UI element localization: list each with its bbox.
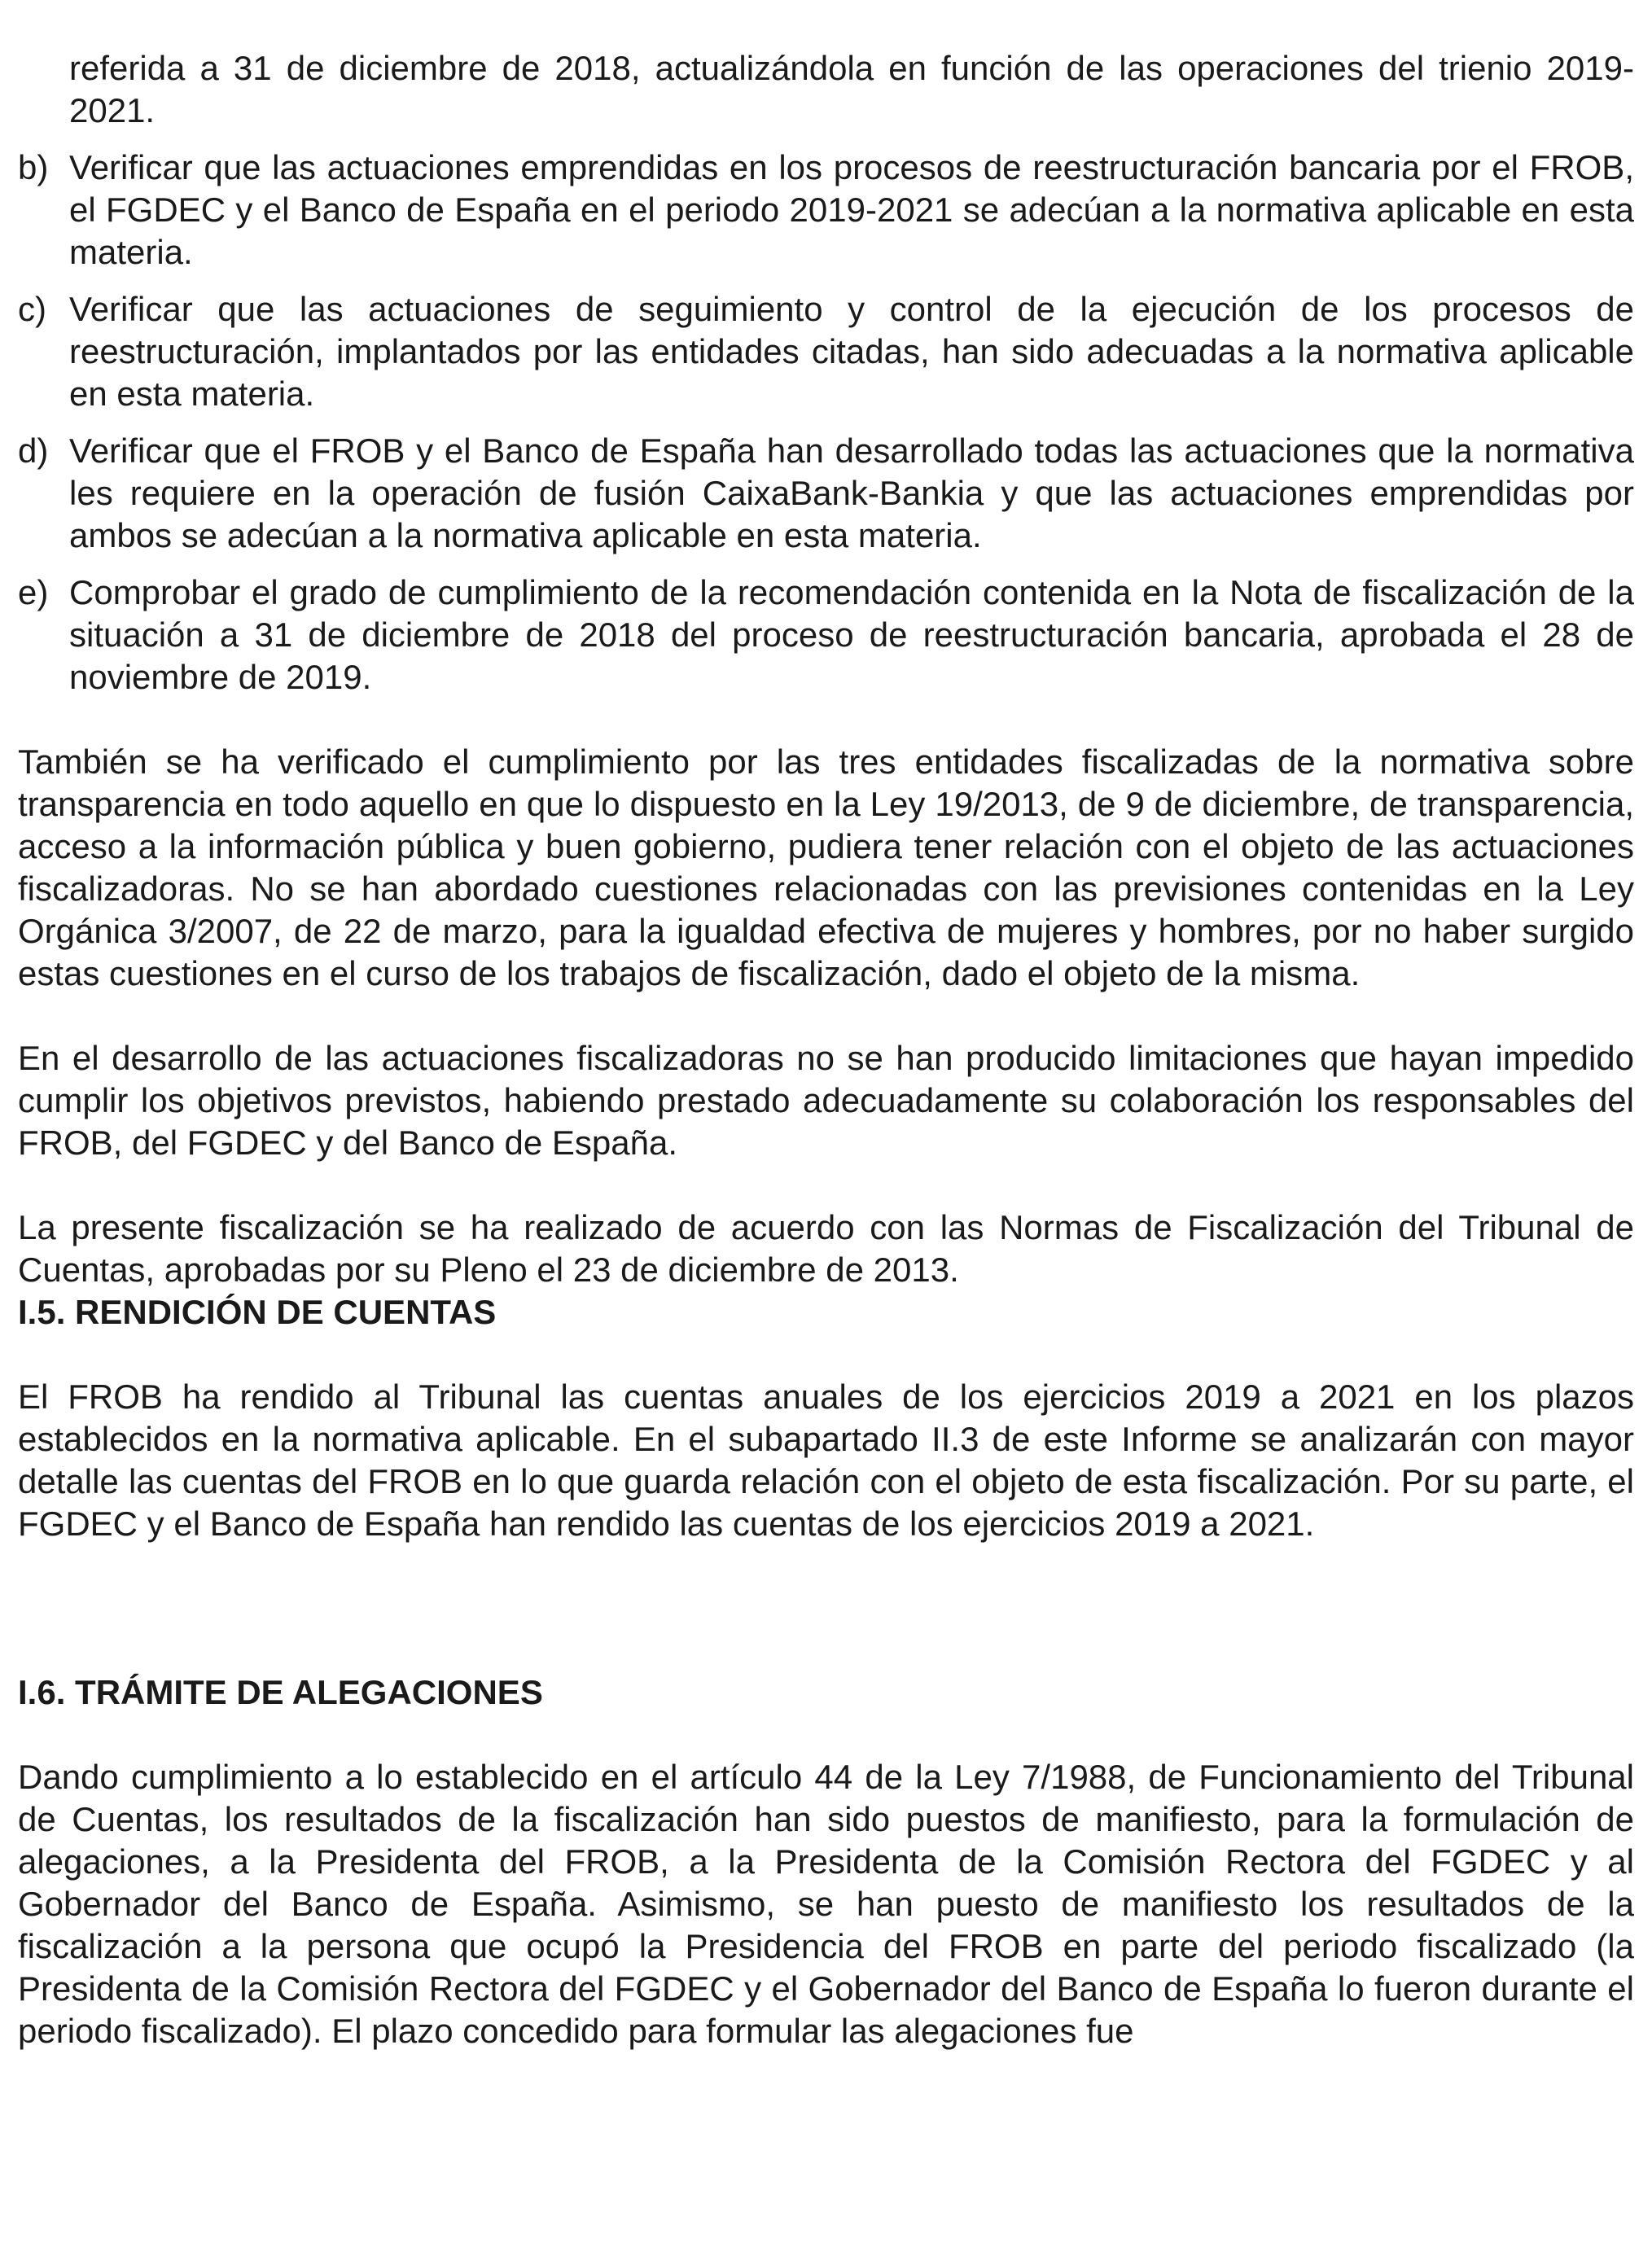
section-heading-allegations: I.6. TRÁMITE DE ALEGACIONES	[18, 1673, 543, 1711]
list-item-e	[18, 572, 1634, 699]
paragraph-transparency: También se ha verificado el cumplimiento por las tres entidades fiscalizadas de la normativa sobre transparencia en todo aquello en que lo dispuesto en la Ley 19/2013, de 9 de diciembre, de transparencia, acceso a la información pública y buen gobierno, pudiera tener relación con el objeto de las actuaciones fiscalizadoras. No se han abordado cuestiones relacionadas con las previsiones contenidas en la Ley Orgánica 3/2007, de 22 de marzo, para la igualdad efectiva de mujeres y hombres, por no haber surgido estas cuestiones en el curso de los trabajos de fiscalización, dado el objeto de la misma.	[18, 742, 1634, 992]
list-marker: c)	[18, 290, 46, 328]
list-item-b	[18, 147, 1634, 274]
paragraph-limitations: En el desarrollo de las actuaciones fiscalizadoras no se han producido limitaciones que hayan impedido cumplir los objetivos previstos, habiendo prestado adecuadamente su colaboración los responsables del FROB, del FGDEC y del Banco de España.	[18, 1039, 1634, 1162]
paragraph-norms: La presente fiscalización se ha realizado de acuerdo con las Normas de Fiscalización del Tribunal de Cuentas, aprobadas por su Pleno el 23 de diciembre de 2013.	[18, 1208, 1634, 1289]
list-item-text: Comprobar el grado de cumplimiento de la recomendación contenida en la Nota de fiscalización de la situación a 31 de diciembre de 2018 del proceso de reestructuración bancaria, aprobada el 28 de noviembre de 2019.	[69, 573, 1634, 696]
paragraph-accounts: El FROB ha rendido al Tribunal las cuentas anuales de los ejercicios 2019 a 2021 en los plazos establecidos en la normativa aplicable. En el subapartado II.3 de este Informe se analizarán con mayor detalle las cuentas del FROB en lo que guarda relación con el objeto de esta fiscalización. Por su parte, el FGDEC y el Banco de España han rendido las cuentas de los ejercicios 2019 a 2021.	[18, 1377, 1634, 1543]
list-item-c	[18, 288, 1634, 415]
list-item-d	[18, 430, 1634, 557]
list-item-continuation	[18, 47, 1634, 132]
list-marker: d)	[18, 431, 49, 470]
list-marker: e)	[18, 573, 49, 611]
list-item-text: Verificar que las actuaciones de seguimiento y control de la ejecución de los procesos de reestructuración, implantados por las entidades citadas, han sido adecuadas a la normativa aplicable en esta materia.	[69, 290, 1634, 413]
section-heading-accounts: I.5. RENDICIÓN DE CUENTAS	[18, 1293, 497, 1331]
list-item-text: Verificar que las actuaciones emprendidas en los procesos de reestructuración bancaria por el FROB, el FGDEC y el Banco de España en el periodo 2019-2021 se adecúan a la normativa aplicable en esta materia.	[69, 148, 1634, 271]
continuation-text: referida a 31 de diciembre de 2018, actualizándola en función de las operaciones del trienio 2019-2021.	[69, 49, 1634, 129]
list-item-text: Verificar que el FROB y el Banco de España han desarrollado todas las actuaciones que la normativa les requiere en la operación de fusión CaixaBank-Bankia y que las actuaciones emprendidas por ambos se adecúan a la normativa aplicable en esta materia.	[69, 431, 1634, 554]
paragraph-allegations: Dando cumplimiento a lo establecido en el artículo 44 de la Ley 7/1988, de Funcionamiento del Tribunal de Cuentas, los resultados de la fiscalización han sido puestos de manifiesto, para la formulación de alegaciones, a la Presidenta del FROB, a la Presidenta de la Comisión Rectora del FGDEC y al Gobernador del Banco de España. Asimismo, se han puesto de manifiesto los resultados de la fiscalización a la persona que ocupó la Presidencia del FROB en parte del periodo fiscalizado (la Presidenta de la Comisión Rectora del FGDEC y el Gobernador del Banco de España lo fueron durante el periodo fiscalizado). El plazo concedido para formular las alegaciones fue	[18, 1758, 1634, 2050]
list-marker: b)	[18, 148, 49, 186]
